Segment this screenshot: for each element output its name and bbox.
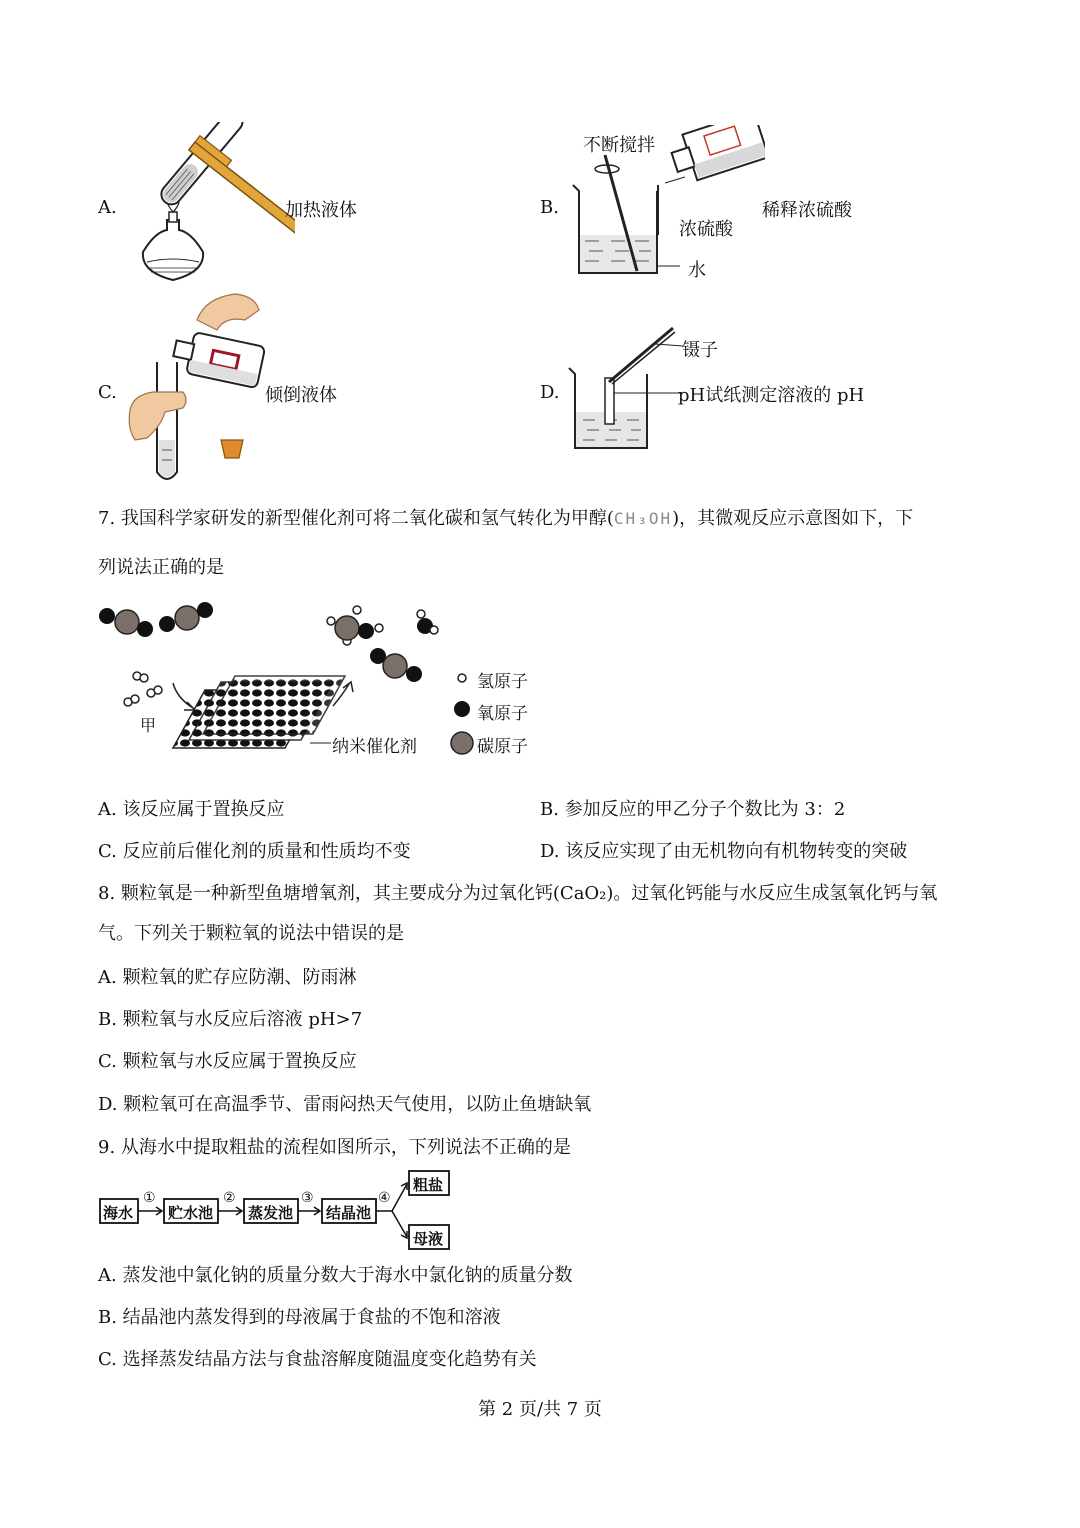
q9-option-a: A. 蒸发池中氯化钠的质量分数大于海水中氯化钠的质量分数 [98, 1265, 573, 1286]
water-annotation: 水 [688, 260, 706, 281]
q9-option-c: C. 选择蒸发结晶方法与食盐溶解度随温度变化趋势有关 [98, 1349, 537, 1370]
micro-reaction-figure [95, 598, 540, 778]
q7-option-d: D. 该反应实现了由无机物向有机物转变的突破 [540, 841, 908, 862]
tweezers-annotation: 镊子 [682, 340, 718, 361]
legend-oxygen: 氧原子 [477, 704, 528, 724]
q8-option-c: C. 颗粒氧与水反应属于置换反应 [98, 1051, 357, 1072]
q8-option-d: D. 颗粒氧可在高温季节、雷雨闷热天气使用，以防止鱼塘缺氧 [98, 1094, 592, 1115]
ph-test-figure [565, 320, 685, 455]
catalyst-label: 纳米催化剂 [332, 737, 417, 757]
pouring-liquid-label: 倾倒液体 [265, 385, 337, 406]
flow-box-crystallization: 结晶池 [326, 1204, 372, 1222]
option-letter-a: A. [98, 197, 117, 218]
heating-liquid-label: 加热液体 [285, 200, 357, 221]
q8-stem-line2: 气。下列关于颗粒氧的说法中错误的是 [98, 923, 404, 944]
q9-stem: 9. 从海水中提取粗盐的流程如图所示，下列说法不正确的是 [98, 1137, 571, 1158]
stirring-annotation: 不断搅拌 [583, 135, 655, 156]
q8-option-a: A. 颗粒氧的贮存应防潮、防雨淋 [98, 967, 357, 988]
ph-test-annotation: pH试纸测定溶液的 pH [678, 385, 865, 406]
legend-carbon: 碳原子 [477, 737, 528, 757]
q9-option-b: B. 结晶池内蒸发得到的母液属于食盐的不饱和溶液 [98, 1307, 501, 1328]
pouring-liquid-figure [125, 290, 275, 490]
flow-box-mother-liquor: 母液 [413, 1230, 444, 1248]
conc-acid-annotation: 浓硫酸 [679, 219, 733, 240]
q8-stem-line1: 8. 颗粒氧是一种新型鱼塘增氧剂，其主要成分为过氧化钙(CaO₂)。过氧化钙能与水反应生成氢氧化钙与氧 [98, 883, 938, 904]
q7-option-a: A. 该反应属于置换反应 [98, 799, 285, 820]
option-letter-d: D. [540, 382, 560, 403]
flow-box-storage: 贮水池 [168, 1204, 214, 1222]
q7-option-b: B. 参加反应的甲乙分子个数比为 3：2 [540, 799, 846, 820]
q8-option-b: B. 颗粒氧与水反应后溶液 pH>7 [98, 1009, 363, 1030]
q7-option-c: C. 反应前后催化剂的质量和性质均不变 [98, 841, 411, 862]
q7-stem-line2: 列说法正确的是 [98, 557, 224, 578]
heating-liquid-figure [125, 122, 295, 290]
flow-step-4: ④ [378, 1190, 391, 1206]
flow-box-crude-salt: 粗盐 [413, 1176, 444, 1194]
dilute-acid-label: 稀释浓硫酸 [762, 200, 852, 221]
flow-step-1: ① [143, 1190, 156, 1206]
methanol-formula: CH₃OH [613, 509, 673, 528]
option-letter-b: B. [540, 197, 559, 218]
legend-hydrogen: 氢原子 [477, 672, 528, 692]
page-footer: 第 2 页/共 7 页 [478, 1399, 602, 1420]
q7-stem-line1: 7. 我国科学家研发的新型催化剂可将二氧化碳和氢气转化为甲醇(CH₃OH)，其微观反应示意图如下，下 [98, 508, 914, 529]
flow-box-seawater: 海水 [103, 1204, 134, 1222]
flow-step-2: ② [223, 1190, 236, 1206]
reactant-jia-label: 甲 [140, 716, 157, 735]
option-letter-c: C. [98, 382, 117, 403]
flow-step-3: ③ [301, 1190, 314, 1206]
flow-box-evaporation: 蒸发池 [248, 1204, 294, 1222]
